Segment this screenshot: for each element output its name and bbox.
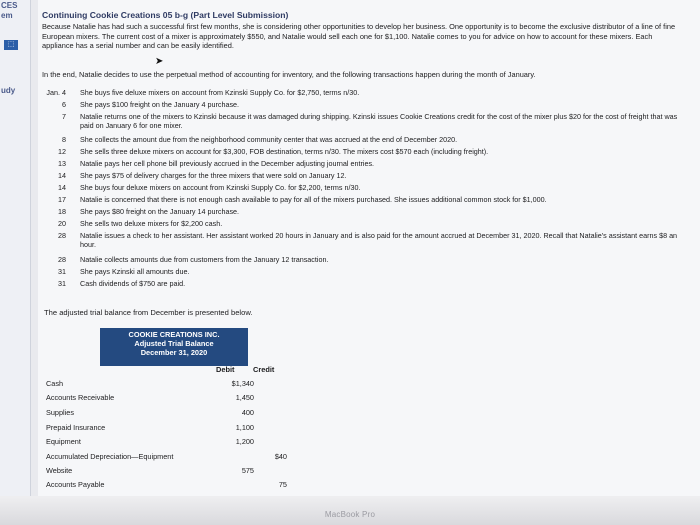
- transaction-text: Natalie returns one of the mixers to Kzinski because it was damaged during shipping. Kzinski issues Cookie Creations credit for the cost of the mixer plus $20 for the cost of freight that was paid on January 6 for one mixer.: [80, 112, 678, 131]
- trial-balance-row: [46, 379, 326, 392]
- trial-balance-row: [46, 408, 326, 421]
- transaction-text: She pays $100 freight on the January 4 purchase.: [80, 100, 240, 109]
- debit-value: $1,340: [231, 379, 254, 388]
- trial-balance-row: [46, 466, 326, 479]
- transaction-text: Natalie is concerned that there is not enough cash available to pay for all of the mixers purchased. She issues additional common stock for $1,000.: [80, 195, 547, 204]
- account-name: Cash: [46, 379, 64, 388]
- company-name: COOKIE CREATIONS INC.: [128, 330, 220, 339]
- transaction-text: Natalie pays her cell phone bill previously accrued in the December adjusting journal entries.: [80, 159, 375, 168]
- transaction-date: 8: [62, 135, 66, 144]
- account-name: Supplies: [46, 408, 74, 417]
- credit-column-header: Credit: [253, 365, 275, 374]
- device-label: MacBook Pro: [324, 510, 376, 519]
- problem-panel: [38, 0, 700, 525]
- transaction-text: Cash dividends of $750 are paid.: [80, 279, 186, 288]
- debit-value: 1,450: [235, 393, 254, 402]
- transaction-date: 31: [58, 279, 66, 288]
- transaction-text: She pays Kzinski all amounts due.: [80, 267, 190, 276]
- debit-value: 400: [241, 408, 254, 417]
- transaction-text: She collects the amount due from the neighborhood community center that was accrued at the end of December 2020.: [80, 135, 458, 144]
- transaction-date: 17: [58, 195, 66, 204]
- trial-balance-row: [46, 437, 326, 450]
- transaction-text: She buys four deluxe mixers on account from Kzinski Supply Co. for $2,200, terms n/30.: [80, 183, 361, 192]
- trial-balance-row: [46, 452, 326, 465]
- statement-name: Adjusted Trial Balance: [134, 339, 214, 348]
- transaction-date: 20: [58, 219, 66, 228]
- transaction-date: 18: [58, 207, 66, 216]
- problem-title: Continuing Cookie Creations 05 b-g (Part Level Submission): [42, 10, 289, 20]
- intro-paragraph: Because Natalie has had such a successful first few months, she is considering other opportunities to develop her business. One opportunity is to become the exclusive distributor of a line of fine European mixers. The current cost of a mixer is approximately $550, and Natalie would sell each one for $1,100. Natalie comes to you for advice on how to account for these mixers. Each appliance has a serial number and can be easily identified.: [42, 22, 676, 51]
- transaction-date: Jan. 4: [46, 88, 66, 97]
- transaction-text: She pays $75 of delivery charges for the three mixers that were sold on January 12.: [80, 171, 347, 180]
- trial-balance-row: [46, 393, 326, 406]
- transaction-date: 13: [58, 159, 66, 168]
- credit-value: 75: [278, 480, 287, 489]
- account-name: Accumulated Depreciation—Equipment: [46, 452, 174, 461]
- transaction-text: She sells two deluxe mixers for $2,200 cash.: [80, 219, 223, 228]
- transaction-date: 28: [58, 231, 66, 240]
- credit-value: $40: [274, 452, 287, 461]
- debit-value: 575: [241, 466, 254, 475]
- statement-date: December 31, 2020: [140, 348, 208, 357]
- debit-column-header: Debit: [216, 365, 235, 374]
- trial-balance-row: [46, 480, 326, 493]
- adjusted-balance-intro: The adjusted trial balance from December is presented below.: [44, 308, 253, 317]
- account-name: Accounts Payable: [46, 480, 105, 489]
- debit-value: 1,100: [235, 423, 254, 432]
- transaction-date: 6: [62, 100, 66, 109]
- transaction-text: Natalie issues a check to her assistant. Her assistant worked 20 hours in January and is also paid for the amount accrued at December 31, 2020. Recall that Natalie's assistant earns $8 an hour.: [80, 231, 678, 250]
- transaction-date: 7: [62, 112, 66, 121]
- account-name: Website: [46, 466, 73, 475]
- debit-value: 1,200: [235, 437, 254, 446]
- transaction-text: She buys five deluxe mixers on account from Kzinski Supply Co. for $2,750, terms n/30.: [80, 88, 360, 97]
- trial-balance-row: [46, 423, 326, 436]
- account-name: Accounts Receivable: [46, 393, 115, 402]
- transaction-date: 14: [58, 183, 66, 192]
- transaction-date: 14: [58, 171, 66, 180]
- window-icon[interactable]: ⬚: [4, 40, 18, 50]
- transaction-text: Natalie collects amounts due from customers from the January 12 transaction.: [80, 255, 329, 264]
- left-sidebar: [0, 0, 31, 525]
- transaction-date: 28: [58, 255, 66, 264]
- perpetual-method-text: In the end, Natalie decides to use the perpetual method of accounting for inventory, and the following transactions happen during the month of January.: [42, 70, 536, 79]
- transaction-date: 31: [58, 267, 66, 276]
- transaction-text: She pays $80 freight on the January 14 purchase.: [80, 207, 240, 216]
- trial-balance-header: [100, 328, 248, 366]
- sidebar-second-text: em: [1, 11, 13, 20]
- account-name: Equipment: [46, 437, 81, 446]
- sidebar-study-text[interactable]: udy: [1, 86, 16, 95]
- mouse-cursor-icon: ➤: [155, 56, 164, 67]
- transaction-text: She sells three deluxe mixers on account for $3,300, FOB destination, terms n/30. The mixers cost $570 each (including freight).: [80, 147, 489, 156]
- transaction-date: 12: [58, 147, 66, 156]
- account-name: Prepaid Insurance: [46, 423, 106, 432]
- sidebar-top-text: CES: [1, 1, 18, 10]
